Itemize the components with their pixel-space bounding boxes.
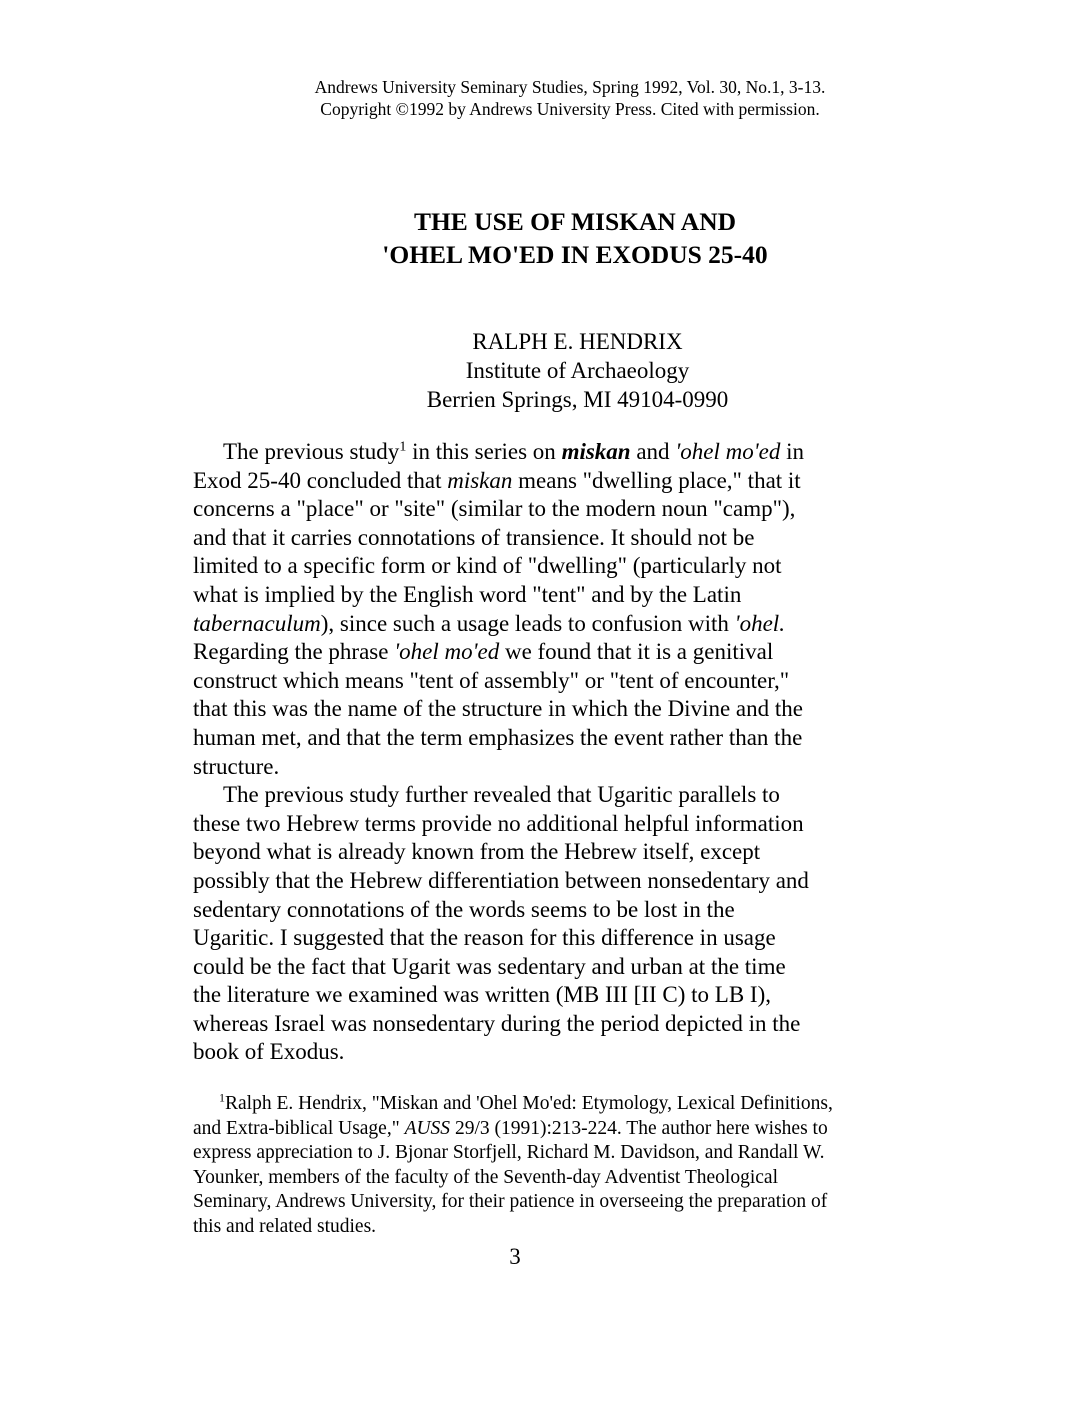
body-line: possibly that the Hebrew differentiation between nonsedentary and <box>193 867 809 893</box>
body-line: tabernaculum), since such a usage leads to confusion with 'ohel. <box>193 610 785 636</box>
author-institution: Institute of Archaeology <box>465 358 690 383</box>
author-block <box>380 327 775 414</box>
footnote-line: Younker, members of the faculty of the Seventh-day Adventist Theological <box>193 1166 778 1188</box>
footnote-reference: 1 <box>399 439 407 455</box>
footnote-line: $^1$Ralph E. Hendrix, "Miskan and 'Ohel Mo'ed: Etymology, Lexical Definitions, <box>219 1090 833 1114</box>
body-line: that this was the name of the structure in which the Divine and the <box>193 696 803 722</box>
body-line: The previous study further revealed that Ugaritic parallels to <box>223 782 780 808</box>
body-line: and that it carries connotations of transience. It should not be <box>193 524 755 550</box>
body-line: these two Hebrew terms provide no additional helpful information <box>193 810 804 836</box>
body-line: structure. <box>193 753 280 779</box>
article-title <box>180 205 970 271</box>
title-line-2: 'OHEL MO'ED IN EXODUS 25-40 <box>382 240 768 269</box>
body-line: human met, and that the term emphasizes the event rather than the <box>193 724 803 750</box>
body-line: Exod 25-40 concluded that miskan means "dwelling place," that it <box>193 467 801 493</box>
body-line: concerns a "place" or "site" (similar to the modern noun "camp"), <box>193 496 796 522</box>
body-line: the literature we examined was written (MB III [II C) to LB I), <box>193 982 771 1008</box>
body-line: Ugaritic. I suggested that the reason for this difference in usage <box>193 925 776 951</box>
citation-line-2: Copyright ©1992 by Andrews University Press. Cited with permission. <box>320 99 820 119</box>
body-line: Regarding the phrase 'ohel mo'ed we found that it is a genitival <box>193 639 774 665</box>
footnote-line: this and related studies. <box>193 1215 377 1237</box>
body-line: whereas Israel was nonsedentary during the period depicted in the <box>193 1010 801 1036</box>
page-number: 3 <box>509 1244 521 1269</box>
citation-line-1: Andrews University Seminary Studies, Spring 1992, Vol. 30, No.1, 3-13. <box>314 77 826 97</box>
footnote-marker: 1 <box>219 1090 225 1105</box>
body-line: construct which means "tent of assembly" or "tent of encounter," <box>193 667 790 693</box>
body-line: could be the fact that Ugarit was sedentary and urban at the time <box>193 953 786 979</box>
body-line: sedentary connotations of the words seems to be lost in the <box>193 896 735 922</box>
footnote <box>193 1092 898 1239</box>
footnote-line: express appreciation to J. Bjonar Storfjell, Richard M. Davidson, and Randall W. <box>193 1142 825 1163</box>
body-line: what is implied by the English word "tent" and by the Latin <box>193 581 742 607</box>
footnote-line: and Extra-biblical Usage," AUSS 29/3 (1991):213-224. The author here wishes to <box>193 1117 828 1139</box>
title-line-1: THE USE OF MISKAN AND <box>413 207 737 236</box>
author-name: RALPH E. HENDRIX <box>472 329 683 354</box>
article-body <box>193 438 873 1067</box>
body-line: beyond what is already known from the Hebrew itself, except <box>193 839 761 865</box>
footnote-line: Seminary, Andrews University, for their patience in overseeing the preparation of <box>193 1191 828 1212</box>
journal-citation <box>250 76 890 120</box>
author-address: Berrien Springs, MI 49104-0990 <box>426 387 729 412</box>
body-line: book of Exodus. <box>193 1039 345 1065</box>
body-line: The previous study$^1$ in this series on miskan and 'ohel mo'ed in <box>223 439 804 464</box>
body-line: limited to a specific form or kind of "dwelling" (particularly not <box>193 553 782 579</box>
